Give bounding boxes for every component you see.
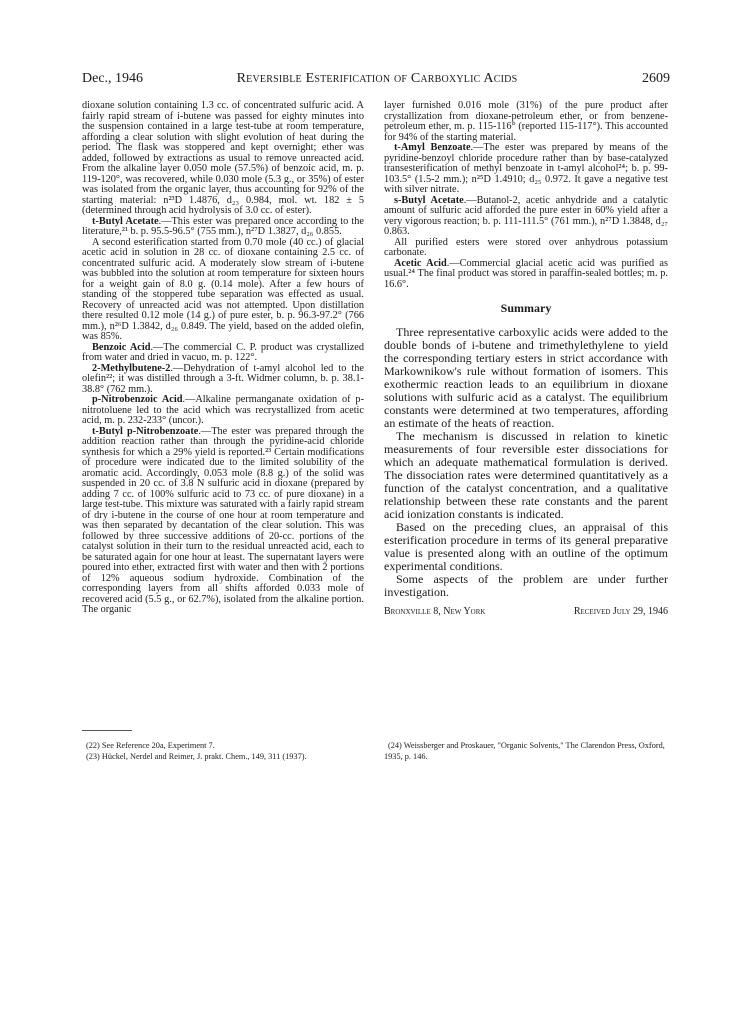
paragraph <box>384 196 668 238</box>
paragraph-text: .—Butanol-2, acetic anhydride and a catalytic amount of sulfuric acid afforded the pure ester in 60% yield after a very vigorous reaction; b. p. 111-111.5° (761 mm.), n²⁷D 1.3848, d₂₇ 0.863. <box>384 194 668 237</box>
footnote-divider <box>82 730 132 731</box>
summary-paragraph: Based on the preceding clues, an appraisal of this esterification procedure in terms of its general preparative value is presented along with an outline of the optimum experimental conditions. <box>384 519 668 573</box>
paragraph-text: .—Dehydration of t-amyl alcohol led to the olefin²²; it was distilled through a 3-ft. Widmer column, b. p. 38.1-38.8° (762 mm.). <box>82 362 364 395</box>
compound-heading: s-Butyl Acetate <box>394 194 464 206</box>
running-header <box>82 70 670 88</box>
summary-paragraph: Some aspects of the problem are under further investigation. <box>384 571 668 599</box>
paragraph: A second esterification started from 0.70 mole (40 cc.) of glacial acetic acid in solution in 28 cc. of dioxane containing 2.5 cc. of concentrated sulfuric acid. A moderately slow stream of i-butene was bubbled into the solution at room temperature for sixteen hours for a weight gain of 8.0 g. (0.14 mole). After a few hours of standing of the stoppered tube separation was effected as usual. Recovery of unreacted acid was not attempted. Upon distillation there resulted 0.12 mole (14 g.) of pure ester, b. p. 96.3-97.2° (766 mm.), n²⁶D 1.3842, d₂₆ 0.849. The yield, based on the added olefin, was 85%. <box>82 236 364 342</box>
header-date: Dec., 1946 <box>82 71 144 86</box>
paragraph <box>384 143 668 196</box>
paragraph: dioxane solution containing 1.3 cc. of concentrated sulfuric acid. A fairly rapid stream of i-butene was passed for eighty minutes into the suspension contained in a large test-tube at room temperature, affording a clear solution with slight evolution of heat during the period. The flask was stoppered and kept overnight; ether was added, followed by extractions as usual to remove unreacted acid. From the alkaline layer 0.050 mole (57.5%) of benzoic acid, m. p. 119-120°, was recovered, while 0.030 mole (5.3 g., or 35%) of ester was isolated from the organic layer, thus accounting for 92% of the starting material: n²³D 1.4876, d₂₃ 0.984, mol. wt. 182 ± 5 (determined through acid hydrolysis of 3.0 cc. of ester). <box>82 100 364 216</box>
paragraph-text: .—The commercial C. P. product was crystallized from water and dried in vacuo, m. p. 122°. <box>82 341 364 363</box>
paragraph <box>82 427 364 616</box>
footnote: (22) See Reference 20a, Experiment 7. <box>86 741 215 750</box>
summary-section <box>384 326 668 599</box>
footnote: (24) Weissberger and Proskauer, "Organic Solvents," The Clarendon Press, Oxford, 1935, p. 146. <box>384 741 665 761</box>
compound-heading: Benzoic Acid <box>92 341 151 353</box>
paragraph: layer furnished 0.016 mole (31%) of the pure product after crystallization from dioxane-petroleum ether, or from benzene-petroleum ether, m. p. 115-116° (reported 115-117°). This accounted for 94% of the starting material. <box>384 100 668 143</box>
footnotes-right <box>384 740 668 762</box>
compound-heading: 2-Methylbutene-2 <box>92 362 171 374</box>
compound-heading: t-Butyl Acetate <box>92 215 159 227</box>
footnotes-left <box>82 740 364 762</box>
header-title: Reversible Esterification of Carboxylic Acids <box>236 71 518 86</box>
summary-paragraph: The mechanism is discussed in relation to kinetic measurements of four reversible ester dissociations for which an adequate mathematical formulation is derived. The dissociation rates were determined quantitatively as a function of the catalyst concentration, and a qualitative relationship between these rate constants and the parent acid ionization constants is indicated. <box>384 428 668 521</box>
affiliation-location: Bronxville 8, New York <box>384 605 486 617</box>
right-column <box>384 101 668 621</box>
paragraph <box>82 217 364 238</box>
paragraph-text: .—The ester was prepared by means of the pyridine-benzoyl chloride procedure rather than by base-catalyzed transesterification of methyl benzoate in t-amyl alcohol²⁴; b. p. 99-103.5° (1.5-2 mm.); n²⁵D 1.4910; d₂₅ 0.972. It gave a negative test with silver nitrate. <box>384 142 668 195</box>
paragraph-text: .—Alkaline permanganate oxidation of p-nitrotoluene led to the acid which was recrystallized from acetic acid, m. p. 232-233° (uncor.). <box>82 394 364 426</box>
received-date: Received July 29, 1946 <box>573 605 668 617</box>
paragraph-text: .—The ester was prepared through the addition reaction rather than through the pyridine-acid chloride synthesis for which a 29% yield is reported.²³ Certain modifications of procedure were indicated due to the limited solubility of the aromatic acid. Accordingly, 0.053 mole (8.8 g.) of the solid was suspended in 20 cc. of 3.8 N sulfuric acid in dioxane (prepared by adding 7 cc. of 100% sulfuric acid to 73 cc. of pure dioxane) in a large test-tube. This mixture was saturated with a fairly rapid stream of dry i-butene in the course of one hour at room temperature and was then separated by decantation of the clear solution. This was followed by three successive additions of 20-cc. portions of the catalyst solution in their turn to the residual unreacted acid, each to be saturated again for one hour at least. The supernatant layers were poured into ether, extracted first with water and then with 2 portions of 12% aqueous sodium hydroxide. Combination of the corresponding layers from all shifts afforded 0.033 mole of recovered acid (5.5 g., or 62.7%), isolated from the alkaline portion. The organic <box>82 425 364 615</box>
footnote: (23) Hückel, Nerdel and Reimer, J. prakt. Chem., 149, 311 (1937). <box>86 752 307 761</box>
summary-paragraph: Three representative carboxylic acids were added to the double bonds of i-butene and trimethylethylene to yield the corresponding tertiary esters in strict accordance with Markownikow's rule without formation of isomers. This exothermic reaction leads to an equilibrium in dioxane solutions with sulfuric acid as a catalyst. The equilibrium constants were determined at two temperatures, affording an estimate of the heats of reaction. <box>384 324 668 430</box>
summary-heading: Summary <box>500 301 552 315</box>
paragraph <box>82 395 364 427</box>
compound-heading: t-Butyl p-Nitrobenzoate <box>92 425 199 437</box>
affiliation-line <box>384 607 668 621</box>
compound-heading: t-Amyl Benzoate <box>394 142 471 153</box>
paragraph <box>82 343 364 364</box>
page-number: 2609 <box>642 71 670 86</box>
paragraph <box>384 259 668 291</box>
paragraph-text: .—Commercial glacial acetic acid was purified as usual.²⁴ The final product was stored in paraffin-sealed bottles; m. p. 16.6°. <box>384 257 668 290</box>
compound-heading: Acetic Acid <box>394 257 447 269</box>
paragraph: All purified esters were stored over anhydrous potassium carbonate. <box>384 236 668 258</box>
compound-heading: p-Nitrobenzoic Acid <box>92 394 183 405</box>
paragraph-text: .—This ester was prepared once according to the literature,²¹ b. p. 95.5-96.5° (755 mm.), n²⁷D 1.3827, d₂₆ 0.855. <box>82 215 364 237</box>
left-column <box>82 101 364 616</box>
paragraph <box>82 364 364 396</box>
